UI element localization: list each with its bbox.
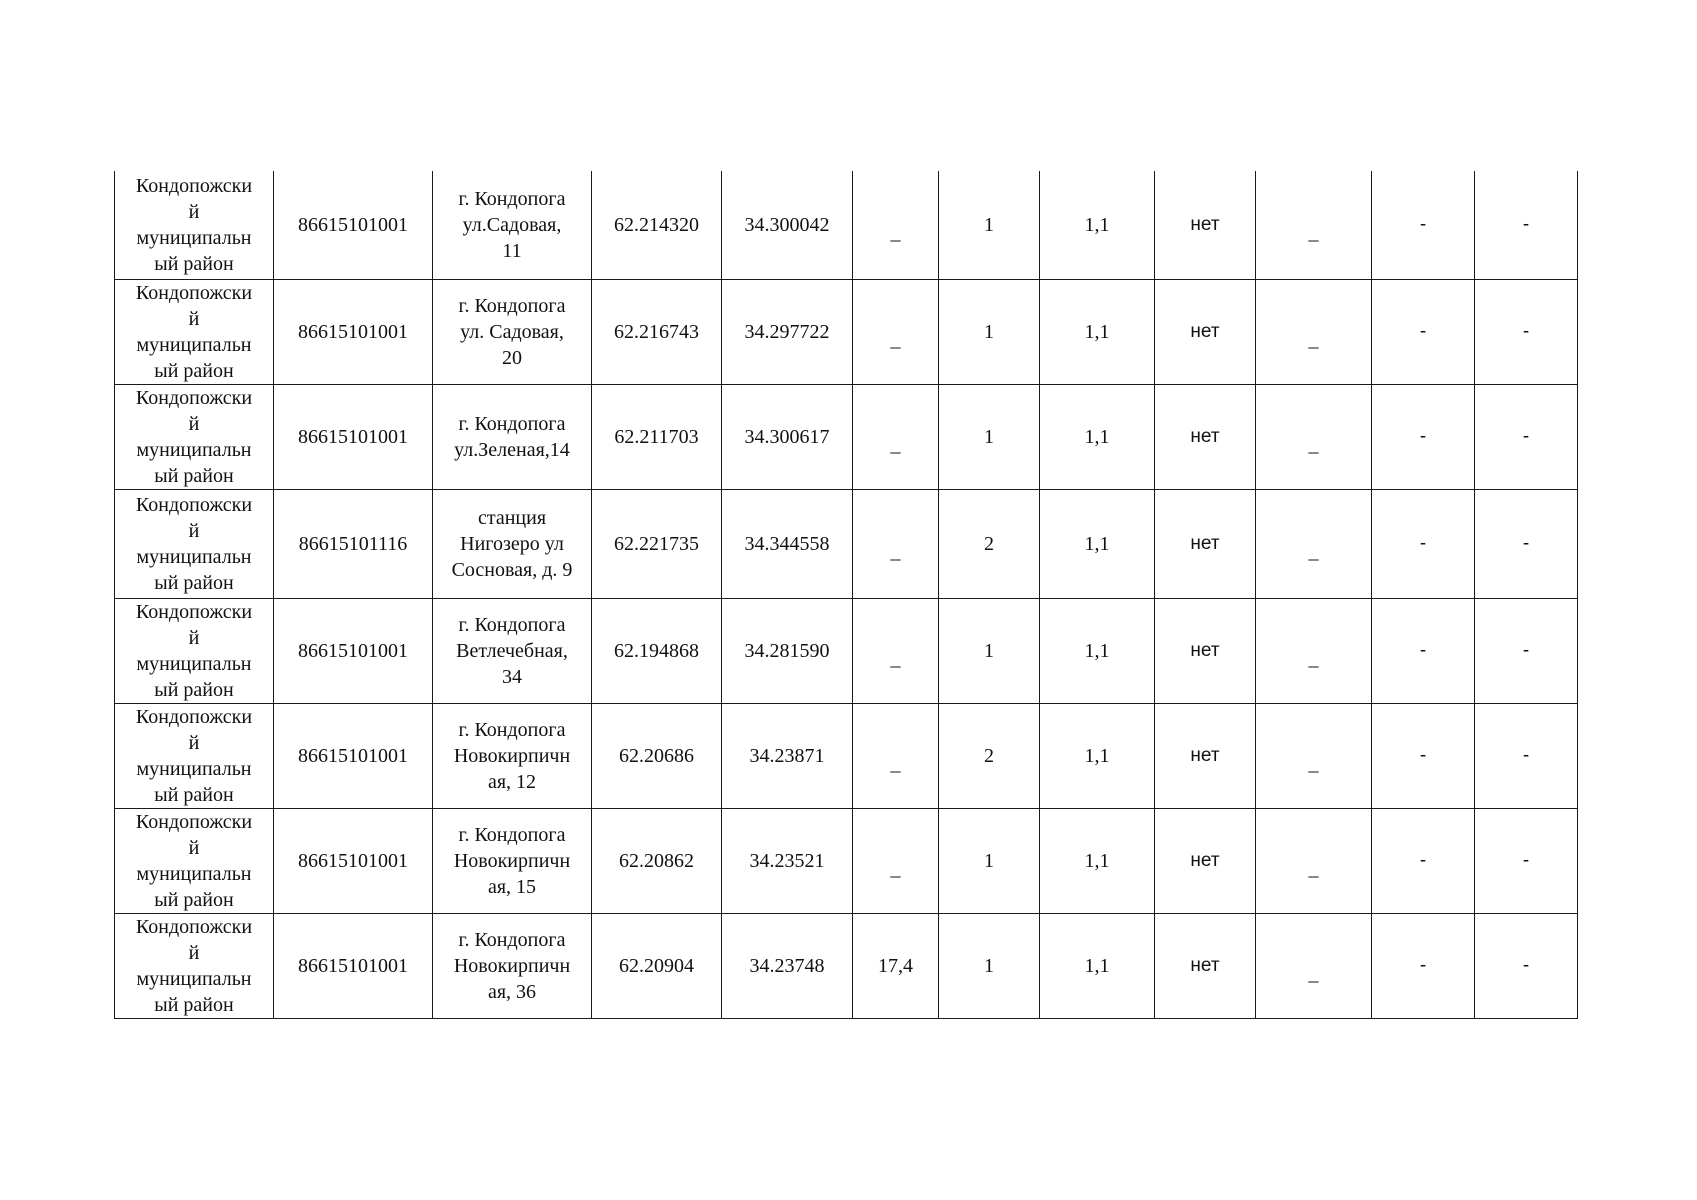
district-line: ый район: [154, 889, 234, 911]
col12-cell: -: [1475, 704, 1578, 809]
district-line: й: [188, 627, 200, 649]
district-line: муниципальн: [136, 758, 252, 780]
volume-cell: 1,1: [1040, 280, 1155, 385]
containers-cell: 1: [939, 599, 1040, 704]
table-row: [115, 490, 1578, 599]
address-line: 11: [502, 240, 522, 262]
address-line: г. Кондопога: [458, 824, 566, 846]
col12-cell: -: [1475, 280, 1578, 385]
district-line: й: [188, 308, 200, 330]
table-body: [115, 171, 1578, 1019]
oktmo-cell: 86615101116: [274, 490, 433, 599]
area-cell: 17,4: [853, 914, 939, 1019]
col10-cell: [1256, 280, 1372, 385]
flag-cell: нет: [1155, 490, 1256, 599]
district-line: муниципальн: [136, 863, 252, 885]
col12-cell: -: [1475, 490, 1578, 599]
address-line: 20: [502, 347, 522, 369]
oktmo-cell: 86615101001: [274, 914, 433, 1019]
col11-cell: -: [1372, 385, 1475, 490]
district-cell: [115, 171, 274, 280]
volume-cell: 1,1: [1040, 599, 1155, 704]
col10-value: _: [1308, 753, 1319, 775]
longitude-cell: 34.23748: [722, 914, 853, 1019]
longitude-cell: 34.281590: [722, 599, 853, 704]
address-line: ул. Садовая,: [460, 321, 564, 343]
latitude-cell: 62.20686: [592, 704, 722, 809]
district-line: Кондопожски: [135, 706, 253, 728]
volume-cell: 1,1: [1040, 809, 1155, 914]
district-line: Кондопожски: [135, 916, 253, 938]
address-line: Новокирпичн: [453, 745, 571, 767]
district-line: й: [188, 201, 200, 223]
address-line: Новокирпичн: [453, 850, 571, 872]
address-line: г. Кондопога: [458, 295, 566, 317]
area-cell: [853, 490, 939, 599]
containers-cell: 2: [939, 704, 1040, 809]
col10-cell: [1256, 490, 1372, 599]
area-cell: [853, 599, 939, 704]
containers-cell: 1: [939, 385, 1040, 490]
address-line: Нигозеро ул: [460, 533, 564, 555]
address-line: станция: [477, 507, 547, 529]
area-value: _: [890, 329, 901, 351]
address-line: Ветлечебная,: [456, 640, 568, 662]
latitude-cell: 62.20904: [592, 914, 722, 1019]
district-cell: [115, 704, 274, 809]
col12-cell: -: [1475, 914, 1578, 1019]
longitude-cell: 34.23521: [722, 809, 853, 914]
col10-value: _: [1308, 329, 1319, 351]
containers-cell: 1: [939, 809, 1040, 914]
col12-cell: -: [1475, 809, 1578, 914]
area-cell: [853, 704, 939, 809]
district-line: ый район: [154, 784, 234, 806]
longitude-cell: 34.300042: [722, 171, 853, 280]
col10-cell: [1256, 914, 1372, 1019]
col10-value: _: [1308, 648, 1319, 670]
table-row: [115, 385, 1578, 490]
address-line: Новокирпичн: [453, 955, 571, 977]
district-line: Кондопожски: [135, 175, 253, 197]
district-line: й: [188, 413, 200, 435]
address-line: ая, 15: [487, 876, 537, 898]
area-cell: [853, 280, 939, 385]
volume-cell: 1,1: [1040, 385, 1155, 490]
address-line: ул.Зеленая,14: [454, 439, 570, 461]
address-cell: [433, 385, 592, 490]
district-line: Кондопожски: [135, 601, 253, 623]
area-cell: [853, 809, 939, 914]
address-line: ая, 12: [487, 771, 537, 793]
col10-cell: [1256, 809, 1372, 914]
table-row: [115, 280, 1578, 385]
district-line: муниципальн: [136, 334, 252, 356]
address-cell: [433, 809, 592, 914]
latitude-cell: 62.221735: [592, 490, 722, 599]
address-line: ая, 36: [487, 981, 537, 1003]
address-line: 34: [502, 666, 522, 688]
district-line: муниципальн: [136, 653, 252, 675]
district-line: муниципальн: [136, 968, 252, 990]
district-cell: [115, 809, 274, 914]
latitude-cell: 62.214320: [592, 171, 722, 280]
address-line: г. Кондопога: [458, 929, 566, 951]
volume-cell: 1,1: [1040, 171, 1155, 280]
flag-cell: нет: [1155, 704, 1256, 809]
col10-value: _: [1308, 858, 1319, 880]
district-line: Кондопожски: [135, 282, 253, 304]
flag-cell: нет: [1155, 809, 1256, 914]
address-cell: [433, 914, 592, 1019]
address-cell: [433, 599, 592, 704]
address-cell: [433, 490, 592, 599]
latitude-cell: 62.216743: [592, 280, 722, 385]
district-line: ый район: [154, 679, 234, 701]
col12-cell: -: [1475, 171, 1578, 280]
table-row: [115, 704, 1578, 809]
district-line: й: [188, 942, 200, 964]
col10-cell: [1256, 171, 1372, 280]
district-cell: [115, 914, 274, 1019]
district-line: Кондопожски: [135, 387, 253, 409]
col10-cell: [1256, 599, 1372, 704]
table-row: [115, 914, 1578, 1019]
area-value: _: [890, 222, 901, 244]
address-line: г. Кондопога: [458, 614, 566, 636]
area-value: _: [890, 541, 901, 563]
district-cell: [115, 490, 274, 599]
district-line: ый район: [154, 253, 234, 275]
area-cell: [853, 385, 939, 490]
col11-cell: -: [1372, 809, 1475, 914]
flag-cell: нет: [1155, 171, 1256, 280]
address-cell: [433, 171, 592, 280]
oktmo-cell: 86615101001: [274, 171, 433, 280]
address-line: ул.Садовая,: [462, 214, 562, 236]
volume-cell: 1,1: [1040, 914, 1155, 1019]
district-line: ый район: [154, 994, 234, 1016]
col10-value: _: [1308, 222, 1319, 244]
district-line: й: [188, 732, 200, 754]
col10-cell: [1256, 385, 1372, 490]
containers-cell: 1: [939, 914, 1040, 1019]
col11-cell: -: [1372, 171, 1475, 280]
district-line: муниципальн: [136, 546, 252, 568]
table-row: [115, 809, 1578, 914]
area-cell: [853, 171, 939, 280]
registry-table: [114, 171, 1578, 1019]
district-line: Кондопожски: [135, 811, 253, 833]
district-line: й: [188, 520, 200, 542]
col11-cell: -: [1372, 914, 1475, 1019]
col12-cell: -: [1475, 599, 1578, 704]
oktmo-cell: 86615101001: [274, 809, 433, 914]
flag-cell: нет: [1155, 385, 1256, 490]
longitude-cell: 34.344558: [722, 490, 853, 599]
col10-cell: [1256, 704, 1372, 809]
district-line: муниципальн: [136, 439, 252, 461]
table-row: [115, 171, 1578, 280]
area-value: _: [890, 753, 901, 775]
volume-cell: 1,1: [1040, 704, 1155, 809]
district-line: й: [188, 837, 200, 859]
oktmo-cell: 86615101001: [274, 599, 433, 704]
address-line: г. Кондопога: [458, 188, 566, 210]
longitude-cell: 34.300617: [722, 385, 853, 490]
containers-cell: 1: [939, 171, 1040, 280]
district-line: ый район: [154, 360, 234, 382]
district-cell: [115, 280, 274, 385]
oktmo-cell: 86615101001: [274, 385, 433, 490]
address-line: г. Кондопога: [458, 413, 566, 435]
containers-cell: 2: [939, 490, 1040, 599]
district-cell: [115, 599, 274, 704]
col11-cell: -: [1372, 599, 1475, 704]
district-cell: [115, 385, 274, 490]
col11-cell: -: [1372, 280, 1475, 385]
address-cell: [433, 704, 592, 809]
col12-cell: -: [1475, 385, 1578, 490]
area-value: _: [890, 858, 901, 880]
district-line: муниципальн: [136, 227, 252, 249]
latitude-cell: 62.194868: [592, 599, 722, 704]
col11-cell: -: [1372, 490, 1475, 599]
table-row: [115, 599, 1578, 704]
oktmo-cell: 86615101001: [274, 704, 433, 809]
area-value: _: [890, 434, 901, 456]
flag-cell: нет: [1155, 599, 1256, 704]
col11-cell: -: [1372, 704, 1475, 809]
longitude-cell: 34.23871: [722, 704, 853, 809]
district-line: Кондопожски: [135, 494, 253, 516]
flag-cell: нет: [1155, 914, 1256, 1019]
latitude-cell: 62.211703: [592, 385, 722, 490]
district-line: ый район: [154, 572, 234, 594]
containers-cell: 1: [939, 280, 1040, 385]
district-line: ый район: [154, 465, 234, 487]
col10-value: _: [1308, 541, 1319, 563]
address-cell: [433, 280, 592, 385]
col10-value: _: [1308, 963, 1319, 985]
longitude-cell: 34.297722: [722, 280, 853, 385]
area-value: _: [890, 648, 901, 670]
col10-value: _: [1308, 434, 1319, 456]
oktmo-cell: 86615101001: [274, 280, 433, 385]
latitude-cell: 62.20862: [592, 809, 722, 914]
address-line: Сосновая, д. 9: [451, 559, 573, 581]
address-line: г. Кондопога: [458, 719, 566, 741]
flag-cell: нет: [1155, 280, 1256, 385]
volume-cell: 1,1: [1040, 490, 1155, 599]
